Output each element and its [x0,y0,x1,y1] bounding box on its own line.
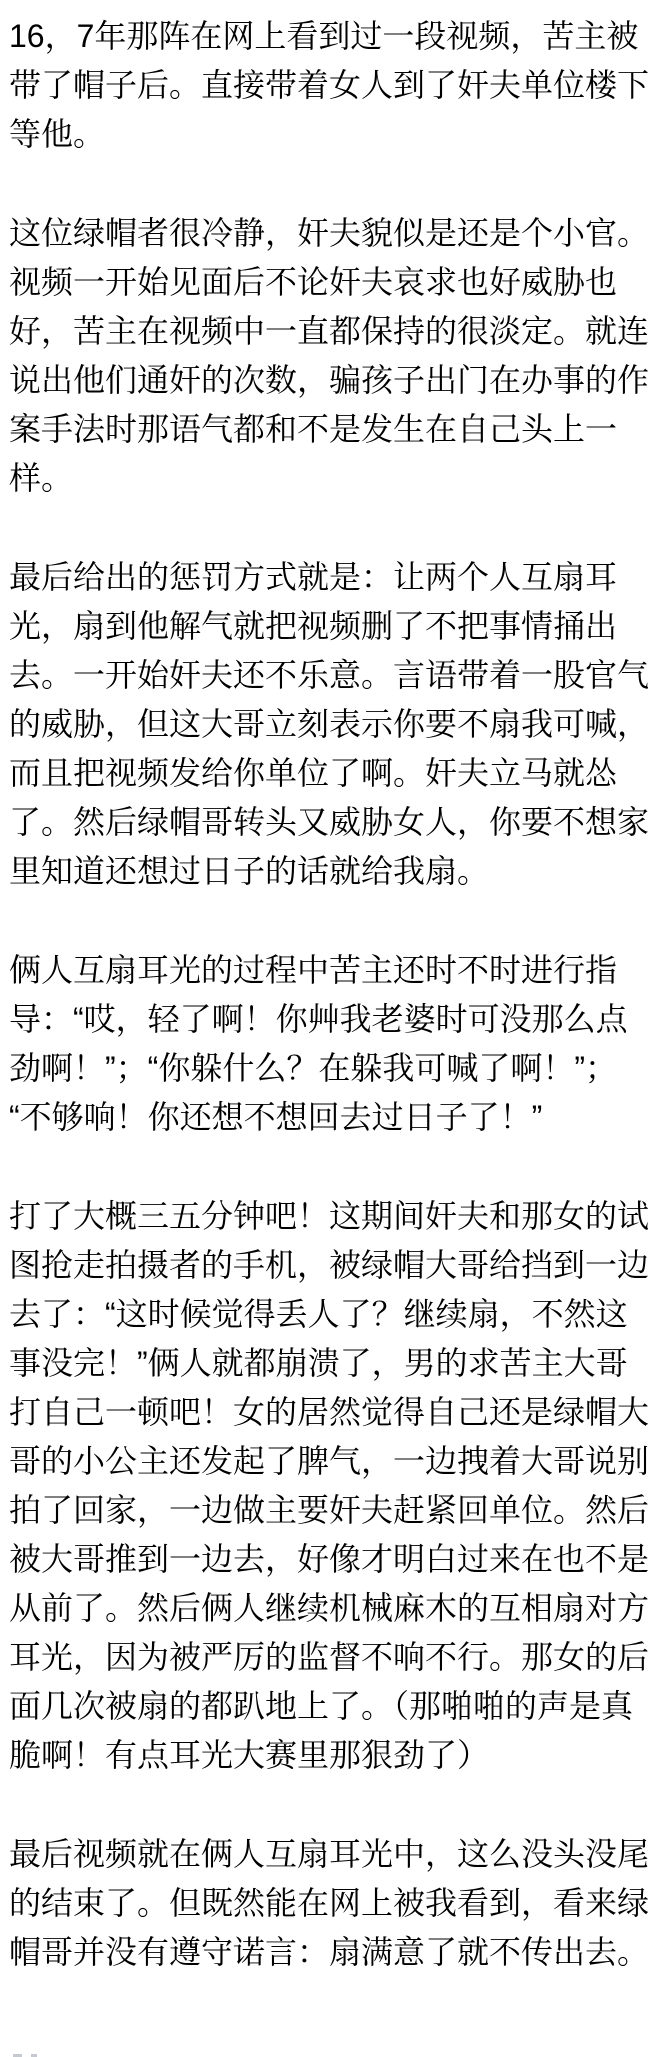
cutoff-next-line-top [0,2052,665,2057]
paragraph-4: 俩人互扇耳光的过程中苦主还时不时进行指导：“哎，轻了啊！你艸我老婆时可没那么点劲啊！”；“你躲什么？在躲我可喊了啊！”；“不够响！你还想不想回去过日子了！” [9,952,628,1135]
paragraph-3: 最后给出的惩罚方式就是：让两个人互扇耳光，扇到他解气就把视频删了不把事情捅出去。一开始奸夫还不乐意。言语带着一股官气的威胁，但这大哥立刻表示你要不扇我可喊，而且把视频发给你单位了啊。奸夫立马就怂了。然后绿帽哥转头又威胁女人，你要不想家里知道还想过日子的话就给我扇。 [9,559,650,889]
paragraph-5: 打了大概三五分钟吧！这期间奸夫和那女的试图抢走拍摄者的手机，被绿帽大哥给挡到一边去了：“这时候觉得丢人了？继续扇，不然这事没完！”俩人就都崩溃了，男的求苦主大哥打自己一顿吧！女的居然觉得自己还是绿帽大哥的小公主还发起了脾气，一边拽着大哥说别拍了回家，一边做主要奸夫赶紧回单位。然后被大哥推到一边去，好像才明白过来在也不是从前了。然后俩人继续机械麻木的互相扇对方耳光，因为被严厉的监督不响不行。那女的后面几次被扇的都趴地上了。（那啪啪的声是真脆啊！有点耳光大赛里那狠劲了） [9,1198,650,1773]
paragraph-2: 这位绿帽者很冷静，奸夫貌似是还是个小官。视频一开始见面后不论奸夫哀求也好威胁也好，苦主在视频中一直都保持的很淡定。就连说出他们通奸的次数，骗孩子出门在办事的作案手法时那语气都和不是发生在自己头上一样。 [9,215,650,496]
paragraph-6: 最后视频就在俩人互扇耳光中，这么没头没尾的结束了。但既然能在网上被我看到，看来绿帽哥并没有遵守诺言：扇满意了就不传出去。 [9,1836,650,1970]
paragraph-1: 16，7年那阵在网上看到过一段视频，苦主被带了帽子后。直接带着女人到了奸夫单位楼下等他。 [9,18,650,152]
